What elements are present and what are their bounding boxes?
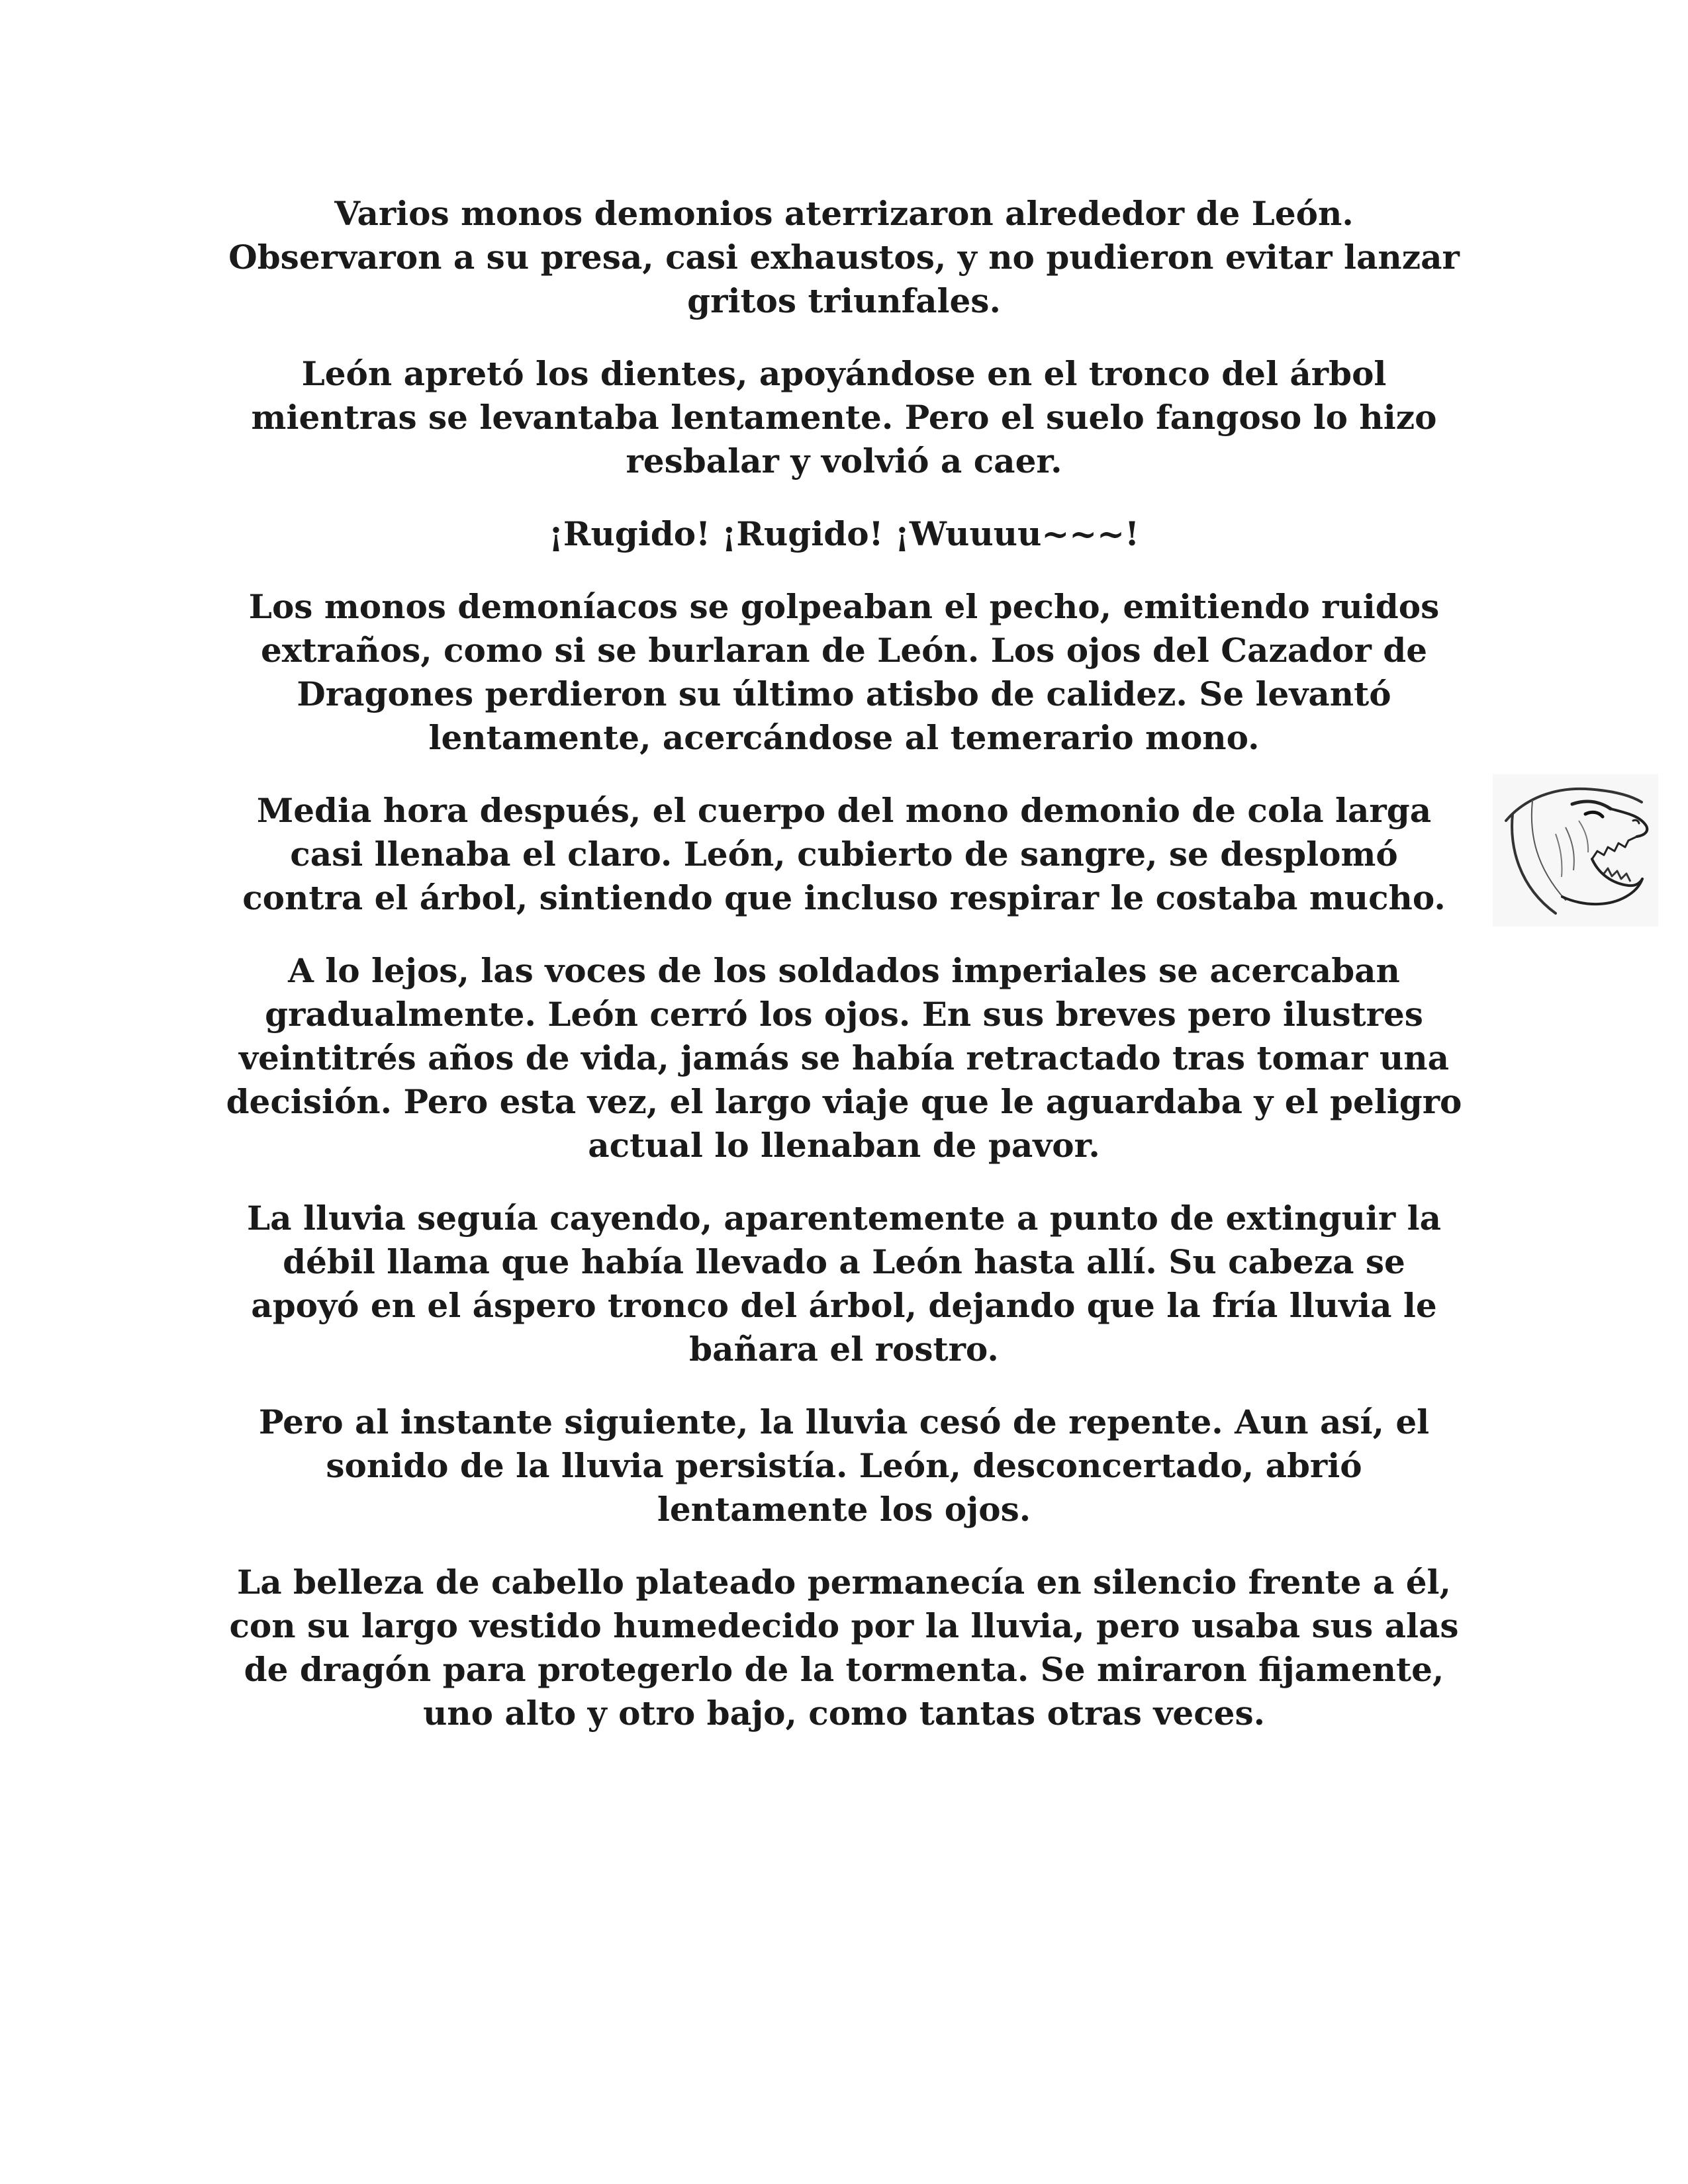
story-text [225, 192, 1463, 1764]
paragraph-2: León apretó los dientes, apoyándose en el tronco del árbol mientras se levantaba lentamente. Pero el suelo fangoso lo hizo resbalar y volvió a caer. [251, 354, 1437, 480]
paragraph-1: Varios monos demonios aterrizaron alrededor de León. Observaron a su presa, casi exhaustos, y no pudieron evitar lanzar gritos triunfales. [228, 194, 1460, 320]
dragon-head-sketch-icon [1493, 774, 1658, 927]
paragraph-4: Los monos demoníacos se golpeaban el pecho, emitiendo ruidos extraños, como si se burlaran de León. Los ojos del Cazador de Dragones perdieron su último atisbo de calidez. Se levantó lentamente, acercándose al temerario mono. [248, 587, 1440, 757]
paragraph-6: A lo lejos, las voces de los soldados imperiales se acercaban gradualmente. León cerró los ojos. En sus breves pero ilustres veintitrés años de vida, jamás se había retractado tras tomar una decisión. Pero esta vez, el largo viaje que le aguardaba y el peligro actual lo llenaban de pavor. [226, 951, 1462, 1165]
paragraph-7: La lluvia seguía cayendo, aparentemente a punto de extinguir la débil llama que había llevado a León hasta allí. Su cabeza se apoyó en el áspero tronco del árbol, dejando que la fría lluvia le bañara el rostro. [247, 1199, 1441, 1369]
paragraph-3: ¡Rugido! ¡Rugido! ¡Wuuuu~~~! [548, 514, 1140, 553]
paragraph-8: Pero al instante siguiente, la lluvia cesó de repente. Aun así, el sonido de la lluvia persistía. León, desconcertado, abrió lentamente los ojos. [258, 1402, 1430, 1529]
paragraph-9: La belleza de cabello plateado permanecía en silencio frente a él, con su largo vestido humedecido por la lluvia, pero usaba sus alas de dragón para protegerlo de la tormenta. Se miraron fijamente, uno alto y otro bajo, como tantas otras veces. [229, 1563, 1459, 1733]
paragraph-5: Media hora después, el cuerpo del mono demonio de cola larga casi llenaba el claro. León, cubierto de sangre, se desplomó contra el árbol, sintiendo que incluso respirar le costaba mucho. [242, 791, 1446, 917]
